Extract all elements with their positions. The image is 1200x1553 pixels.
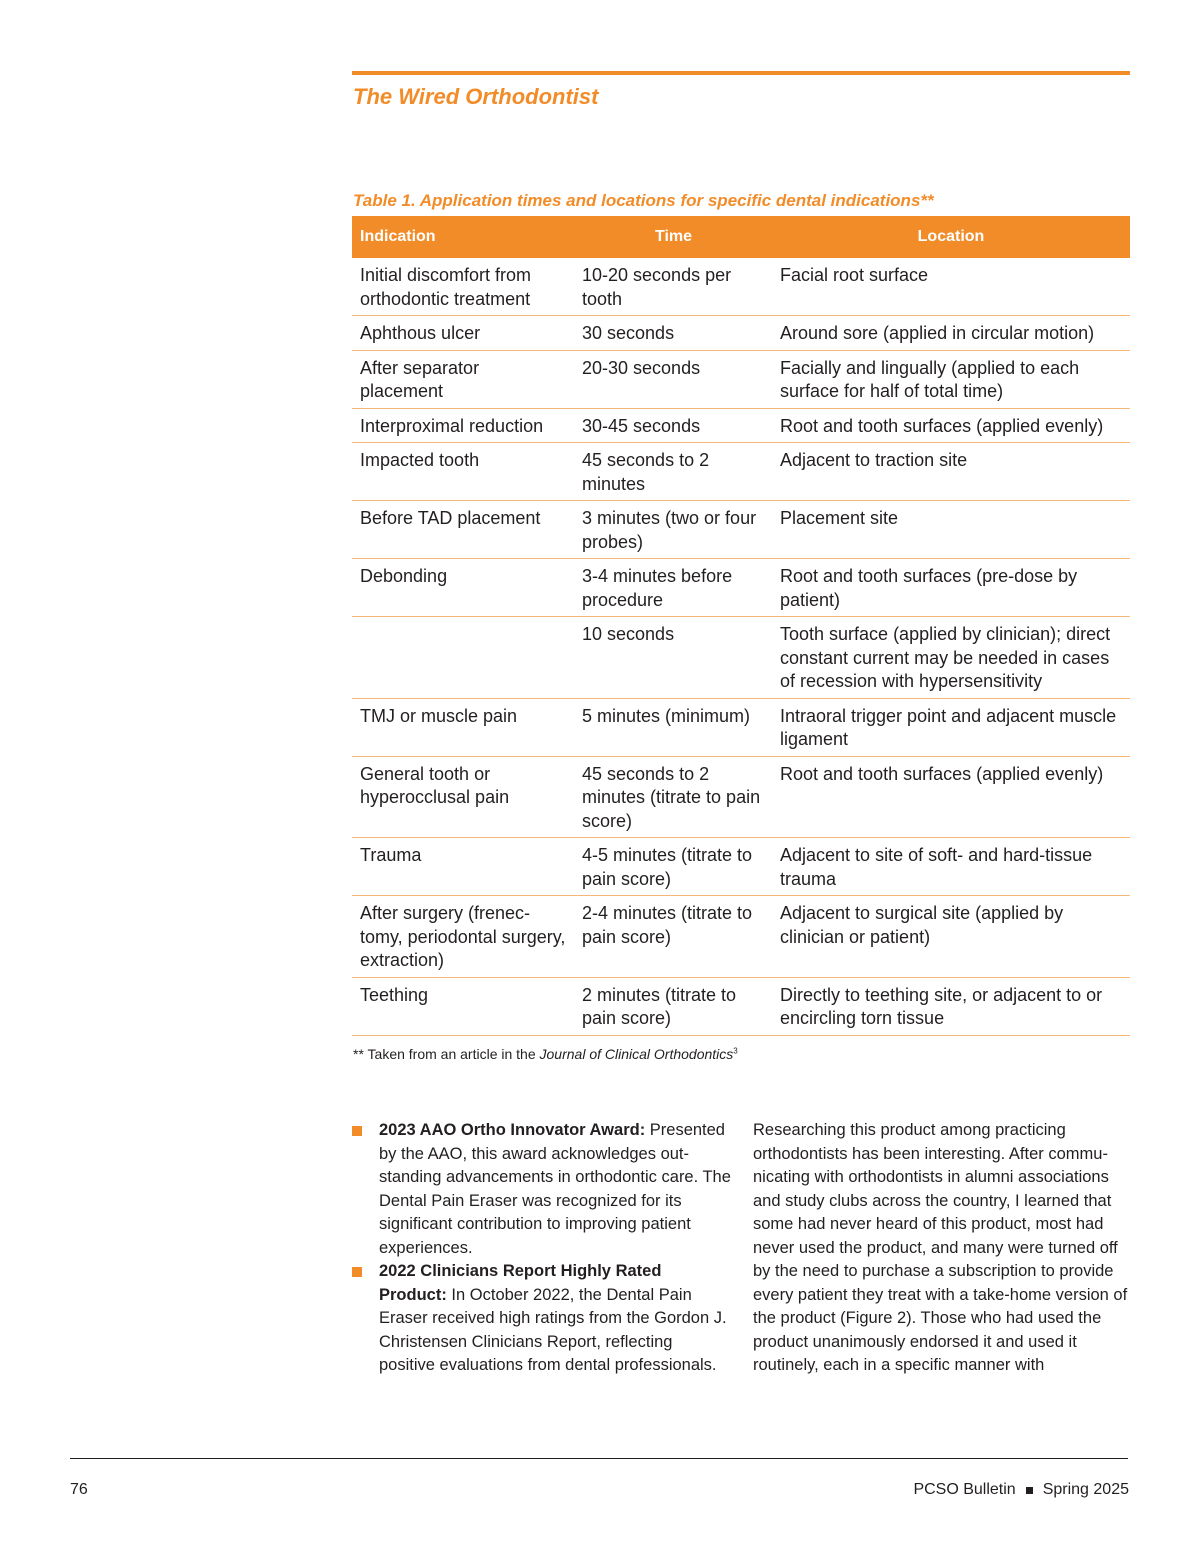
cell-location: Around sore (applied in circular motion): [772, 316, 1130, 351]
cell-location: Adjacent to surgical site (applied by clinician or patient): [772, 896, 1130, 978]
list-item: [352, 1260, 732, 1378]
cell-time: 30 seconds: [575, 316, 772, 351]
award-text: Presented by the AAO, this award acknowledges out-standing advancements in orthodontic care. The Dental Pain Eraser was recognized for its significant contribution to improving patient experiences.: [379, 1121, 731, 1257]
cell-time: 10-20 seconds per tooth: [575, 258, 772, 316]
cell-time: 2-4 minutes (titrate to pain score): [575, 896, 772, 978]
cell-time: 45 seconds to 2 minutes (titrate to pain score): [575, 756, 772, 838]
header-rule: [352, 71, 1130, 75]
cell-time: 10 seconds: [575, 617, 772, 699]
cell-location: Adjacent to traction site: [772, 443, 1130, 501]
table-header-row: [352, 216, 1130, 258]
table-row: [352, 350, 1130, 408]
award-title: 2023 AAO Ortho Innovator Award:: [379, 1121, 646, 1139]
table-footnote: [353, 1046, 738, 1062]
cell-indication: Before TAD placement: [352, 501, 575, 559]
cell-indication: General tooth or hyperocclusal pain: [352, 756, 575, 838]
cell-time: 4-5 minutes (titrate to pain score): [575, 838, 772, 896]
cell-time: 20-30 seconds: [575, 350, 772, 408]
footnote-reference: 3: [733, 1046, 738, 1056]
cell-location: Facial root surface: [772, 258, 1130, 316]
table-row: [352, 316, 1130, 351]
cell-indication: Teething: [352, 977, 575, 1035]
column-header-indication: Indication: [352, 216, 575, 258]
page-number: 76: [70, 1481, 88, 1498]
award-title: 2022 Clinicians Report Highly Rated Product:: [379, 1262, 662, 1304]
cell-time: 2 minutes (titrate to pain score): [575, 977, 772, 1035]
cell-indication: Debonding: [352, 559, 575, 617]
cell-location: Root and tooth surfaces (applied evenly): [772, 408, 1130, 443]
table-row: [352, 838, 1130, 896]
cell-location: Tooth surface (applied by clinician); direct constant current may be needed in cases of recession with hypersensitivity: [772, 617, 1130, 699]
footnote-text: ** Taken from an article in the: [353, 1046, 540, 1062]
footer-folio: [913, 1481, 1129, 1499]
cell-location: Directly to teething site, or adjacent to or encircling torn tissue: [772, 977, 1130, 1035]
table-row: [352, 698, 1130, 756]
column-header-time: Time: [575, 216, 772, 258]
cell-location: Root and tooth surfaces (applied evenly): [772, 756, 1130, 838]
table-row: [352, 559, 1130, 617]
cell-time: 3-4 minutes before procedure: [575, 559, 772, 617]
table-row: [352, 443, 1130, 501]
cell-indication: [352, 617, 575, 699]
table-row: [352, 408, 1130, 443]
table-body: [352, 258, 1130, 1035]
cell-indication: Initial discomfort from orthodontic treatment: [352, 258, 575, 316]
section-title: The Wired Orthodontist: [353, 84, 599, 109]
separator-square-icon: [1026, 1487, 1033, 1494]
award-text: In October 2022, the Dental Pain Eraser received high ratings from the Gordon J. Christensen Clinicians Report, reflecting positive evaluations from dental professionals.: [379, 1285, 727, 1374]
footnote-journal: Journal of Clinical Orthodontics: [539, 1046, 734, 1062]
cell-time: 5 minutes (minimum): [575, 698, 772, 756]
cell-location: Intraoral trigger point and adjacent muscle ligament: [772, 698, 1130, 756]
cell-time: 45 seconds to 2 minutes: [575, 443, 772, 501]
cell-indication: After separator placement: [352, 350, 575, 408]
table-row: [352, 617, 1130, 699]
cell-location: Adjacent to site of soft- and hard-tissue trauma: [772, 838, 1130, 896]
bullet-square-icon: [352, 1126, 362, 1136]
indications-table: [352, 216, 1130, 1036]
cell-time: 3 minutes (two or four probes): [575, 501, 772, 559]
cell-indication: TMJ or muscle pain: [352, 698, 575, 756]
table-caption: Table 1. Application times and locations for specific dental indications**: [353, 191, 934, 210]
column-header-location: Location: [772, 216, 1130, 258]
cell-location: Root and tooth surfaces (pre-dose by patient): [772, 559, 1130, 617]
cell-indication: After surgery (frenec-tomy, periodontal surgery, extraction): [352, 896, 575, 978]
cell-indication: Trauma: [352, 838, 575, 896]
table-row: [352, 756, 1130, 838]
cell-indication: Aphthous ulcer: [352, 316, 575, 351]
table-row: [352, 977, 1130, 1035]
table-row: [352, 896, 1130, 978]
issue-date: Spring 2025: [1042, 1481, 1129, 1498]
table-row: [352, 258, 1130, 316]
publication-name: PCSO Bulletin: [913, 1481, 1016, 1498]
cell-time: 30-45 seconds: [575, 408, 772, 443]
list-item: [352, 1119, 732, 1260]
cell-indication: Impacted tooth: [352, 443, 575, 501]
table-row: [352, 501, 1130, 559]
awards-list: [352, 1119, 732, 1378]
cell-location: Placement site: [772, 501, 1130, 559]
footer-rule: [70, 1458, 1128, 1459]
cell-indication: Interproximal reduction: [352, 408, 575, 443]
bullet-square-icon: [352, 1267, 362, 1277]
cell-location: Facially and lingually (applied to each surface for half of total time): [772, 350, 1130, 408]
body-paragraph: Researching this product among practicing orthodontists has been interesting. After commu-nicating with orthodontists in alumni associations and study clubs across the country, I learned that some had never heard of this product, most had never used the product, and many were turned off by the need to purchase a subscription to provide every patient they treat with a take-home version of the product (Figure 2). Those who had used the product unanimously endorsed it and used it routinely, each in a specific manner with: [753, 1121, 1128, 1374]
